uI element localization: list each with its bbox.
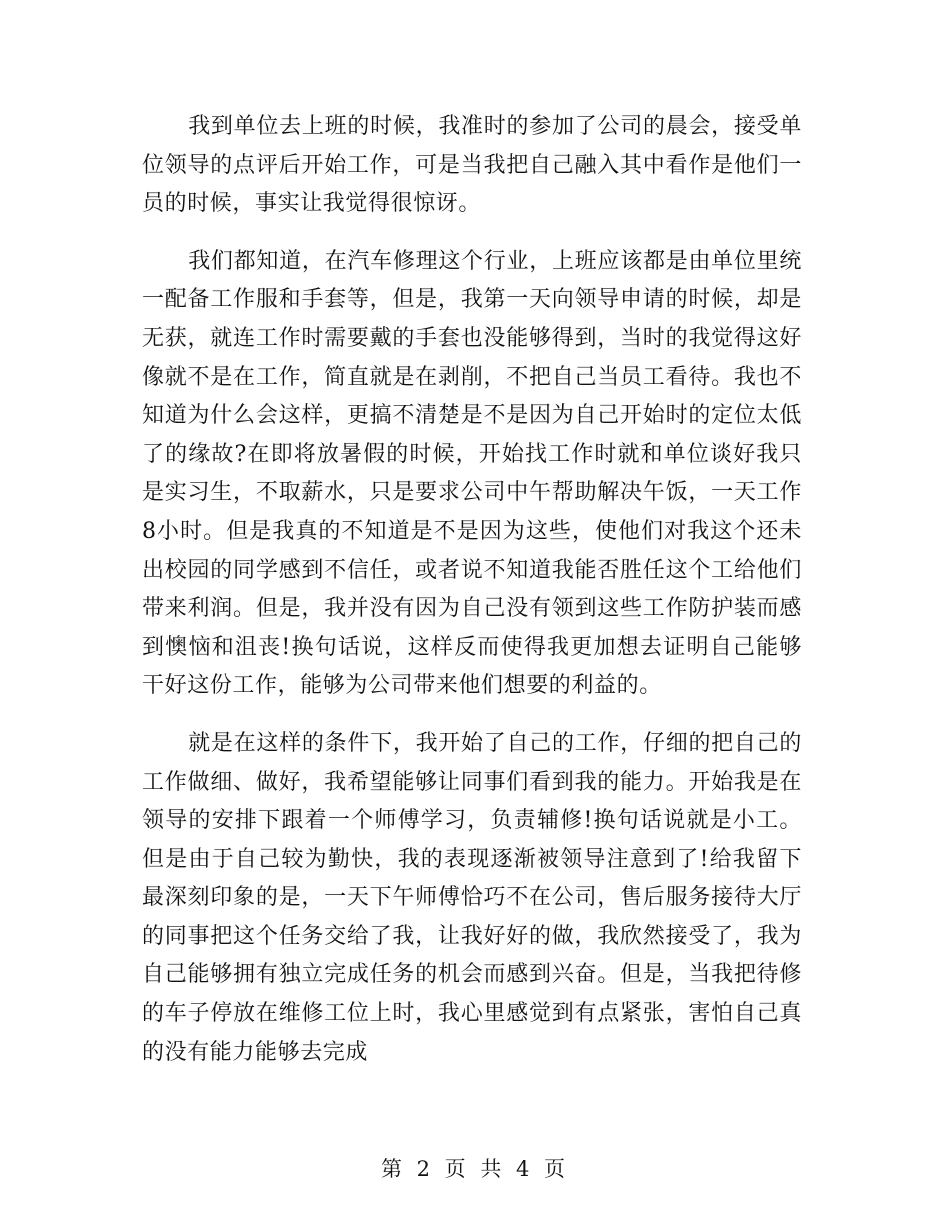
paragraph-2: 我们都知道，在汽车修理这个行业，上班应该都是由单位里统一配备工作服和手套等，但是，我第一天向领导申请的时候，却是无获，就连工作时需要戴的手套也没能够得到，当时的我觉得这好像就不是在工作，简直就是在剥削，不把自己当员工看待。我也不知道为什么会这样，更搞不清楚是不是因为自己开始时的定位太低了的缘故?在即将放暑假的时候，开始找工作时就和单位谈好我只是实习生，不取薪水，只是要求公司中午帮助解决午饭，一天工作8小时。但是我真的不知道是不是因为这些，使他们对我这个还未出校园的同学感到不信任，或者说不知道我能否胜任这个工给他们带来利润。但是，我并没有因为自己没有领到这些工作防护装而感到懊恼和沮丧!换句话说，这样反而使得我更加想去证明自己能够干好这份工作，能够为公司带来他们想要的利益的。 xyxy=(142,248,802,699)
document-body xyxy=(142,108,802,1091)
paragraph-3: 就是在这样的条件下，我开始了自己的工作，仔细的把自己的工作做细、做好，我希望能够让同事们看到我的能力。开始我是在领导的安排下跟着一个师傅学习，负责辅修!换句话说就是小工。但是由于自己较为勤快，我的表现逐渐被领导注意到了!给我留下最深刻印象的是，一天下午师傅恰巧不在公司，售后服务接待大厅的同事把这个任务交给了我，让我好好的做，我欣然接受了，我为自己能够拥有独立完成任务的机会而感到兴奋。但是，当我把待修的车子停放在维修工位上时，我心里感觉到有点紧张，害怕自己真的没有能力能够去完成 xyxy=(142,730,802,1065)
page-footer: 第 2 页 共 4 页 xyxy=(380,1157,570,1181)
paragraph-1: 我到单位去上班的时候，我准时的参加了公司的晨会，接受单位领导的点评后开始工作，可是当我把自己融入其中看作是他们一员的时候，事实让我觉得很惊讶。 xyxy=(142,114,802,217)
